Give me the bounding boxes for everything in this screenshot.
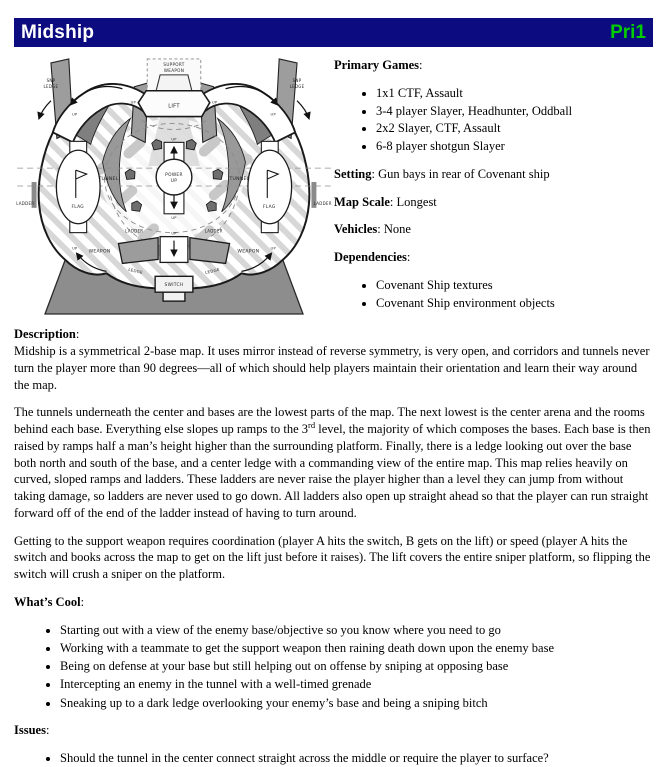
whats-cool-heading: [14, 594, 653, 611]
description-paragraph-3: [14, 533, 653, 583]
colon: :: [45, 723, 50, 738]
map-label-ladder-bridge-left: LADDER: [125, 228, 144, 234]
vehicles-label: Vehicles: [334, 222, 378, 237]
map-label-weapon-right: WEAPON: [237, 249, 260, 255]
map-label-ladder-left: LADDER: [16, 200, 35, 206]
map-label-up-lift-right: UP: [212, 100, 218, 105]
map-scale-label: Map Scale: [334, 194, 390, 209]
map-label-snp-right-1: SNP: [292, 77, 302, 83]
map-label-snp-right-2: LEDGE: [289, 83, 305, 89]
colon: :: [75, 327, 80, 342]
paragraph-text: The tunnels underneath the center and bases are the lowest parts of the map. The next lowest is the center arena and the rooms behind each base. Everything else slopes up ramps to the 3: [14, 405, 645, 436]
paragraph-text: Getting to the support weapon requires coordination (player A hits the switch, B gets on the lift) or speed (player A hits the switch and books across the map to get on the lift just before it raises). The lift covers the entire sniper platform, so flipping the switch will crush a sniper on the platform.: [14, 533, 651, 581]
issues-list: [14, 750, 653, 767]
list-item: • 6-8 player shotgun Slayer: [376, 138, 653, 155]
primary-games-list: [334, 85, 653, 155]
colon: :: [419, 58, 423, 72]
map-label-flag-right: FLAG: [263, 204, 276, 210]
map-label-powerup-1: POWER: [165, 173, 183, 179]
map-label-ledge-left: LEDGE: [127, 266, 144, 275]
list-item: • 2x2 Slayer, CTF, Assault: [376, 120, 653, 137]
list-item: • Should the tunnel in the center connect straight across the middle or require the player to surface?: [60, 750, 653, 767]
map-label-up-bottom-channel: UP: [171, 215, 177, 220]
description-label: Description: [14, 327, 76, 342]
map-label-tunnel-right: TUNNEL: [229, 177, 250, 183]
priority-badge: Pri1: [610, 21, 646, 43]
map-label-switch: SWITCH: [164, 283, 184, 289]
map-label-up-horn-left: UP: [72, 112, 78, 117]
ordinal-superscript: rd: [308, 419, 316, 430]
list-item: • Starting out with a view of the enemy base/objective so you know where you need to go: [60, 622, 653, 639]
whats-cool-list: [14, 622, 653, 712]
colon: :: [80, 594, 85, 609]
primary-games-label: Primary Games: [334, 58, 420, 72]
issues-label: Issues: [14, 723, 46, 738]
vehicles-value: : None: [377, 222, 411, 237]
map-label-snp-left-2: LEDGE: [43, 83, 59, 89]
colon: :: [406, 250, 411, 264]
dependencies-list: [334, 277, 653, 312]
dependencies-label: Dependencies: [334, 250, 407, 264]
body-text: [14, 326, 653, 767]
setting-value: : Gun bays in rear of Covenant ship: [371, 166, 550, 181]
list-item: • Sneaking up to a dark ledge overlooking your enemy’s base and being a sniping bitch: [60, 695, 653, 712]
list-item: • Intercepting an enemy in the tunnel with a well-timed grenade: [60, 676, 653, 693]
whats-cool-label: What’s Cool: [14, 594, 81, 609]
map-label-ladder-bridge-right: LADDER: [204, 228, 223, 234]
map-label-up-lift-left: UP: [130, 100, 136, 105]
map-label-up-bridge: UP: [171, 231, 177, 236]
list-item: • Being on defense at your base but still helping out on offense by sniping at opposing base: [60, 658, 653, 675]
list-item: • 3-4 player Slayer, Headhunter, Oddball: [376, 103, 653, 120]
map-label-weapon-left: WEAPON: [88, 249, 111, 255]
map-label-up-lobe-left: UP: [72, 246, 78, 251]
list-item: • Working with a teammate to get the support weapon then raining death down upon the enemy base: [60, 640, 653, 657]
map-label-support-2: WEAPON: [163, 67, 185, 73]
map-label-powerup-2: UP: [170, 179, 178, 185]
paragraph-text: level, the majority of which composes the bases. Each base is then raised by ramps half a man’s height higher than the surrounding platform. Finally, there is a ledge looking out over the base both north and south of the base, and a center ledge with a commanding view of the entire map. This map relies heavily on curved, sloped ramps and ladders. These ladders are never raise the player higher than a level they can jump from without taking damage, so ladders are never used to go down. All ladders also open up straight ahead so that the player can run straight forward off of the end of the ladder instead of having to turn around.: [14, 422, 651, 520]
map-label-up-lobe-right: UP: [270, 246, 276, 251]
description-heading: [14, 326, 653, 343]
setting-row: [334, 166, 653, 183]
top-columns: [14, 57, 653, 322]
map-label-up-top-channel: UP: [171, 137, 177, 142]
map-label-lift: LIFT: [168, 103, 180, 110]
map-column: [14, 57, 334, 322]
map-scale-value: : Longest: [389, 194, 437, 209]
primary-games-heading: [334, 57, 653, 74]
map-diagram: [14, 57, 334, 317]
map-label-snp-left-1: SNP: [46, 77, 56, 83]
map-label-up-horn-right: UP: [270, 112, 276, 117]
page-title: Midship: [21, 21, 95, 43]
paragraph-text: Midship is a symmetrical 2-base map. It uses mirror instead of reverse symmetry, is very open, and corridors and tunnels never turn the player more than 90 degrees—all of which should help players maintain their orientation and learn their way around the map.: [14, 344, 650, 392]
setting-label: Setting: [334, 166, 372, 181]
map-scale-row: [334, 194, 653, 211]
list-item: • 1x1 CTF, Assault: [376, 85, 653, 102]
map-label-ladder-right: LADDER: [313, 200, 332, 206]
description-paragraph-1: [14, 343, 653, 393]
list-item: • Covenant Ship textures: [376, 277, 653, 294]
dependencies-heading: [334, 249, 653, 266]
vehicles-row: [334, 221, 653, 238]
issues-heading: [14, 722, 653, 739]
map-label-tunnel-left: TUNNEL: [98, 177, 119, 183]
info-column: [334, 57, 653, 322]
map-label-flag-left: FLAG: [71, 204, 84, 210]
list-item: • Covenant Ship environment objects: [376, 295, 653, 312]
map-label-ledge-right: LEDGE: [204, 266, 221, 275]
map-label-support-1: SUPPORT: [163, 61, 185, 67]
title-bar: [14, 18, 653, 47]
description-paragraph-2: [14, 404, 653, 521]
